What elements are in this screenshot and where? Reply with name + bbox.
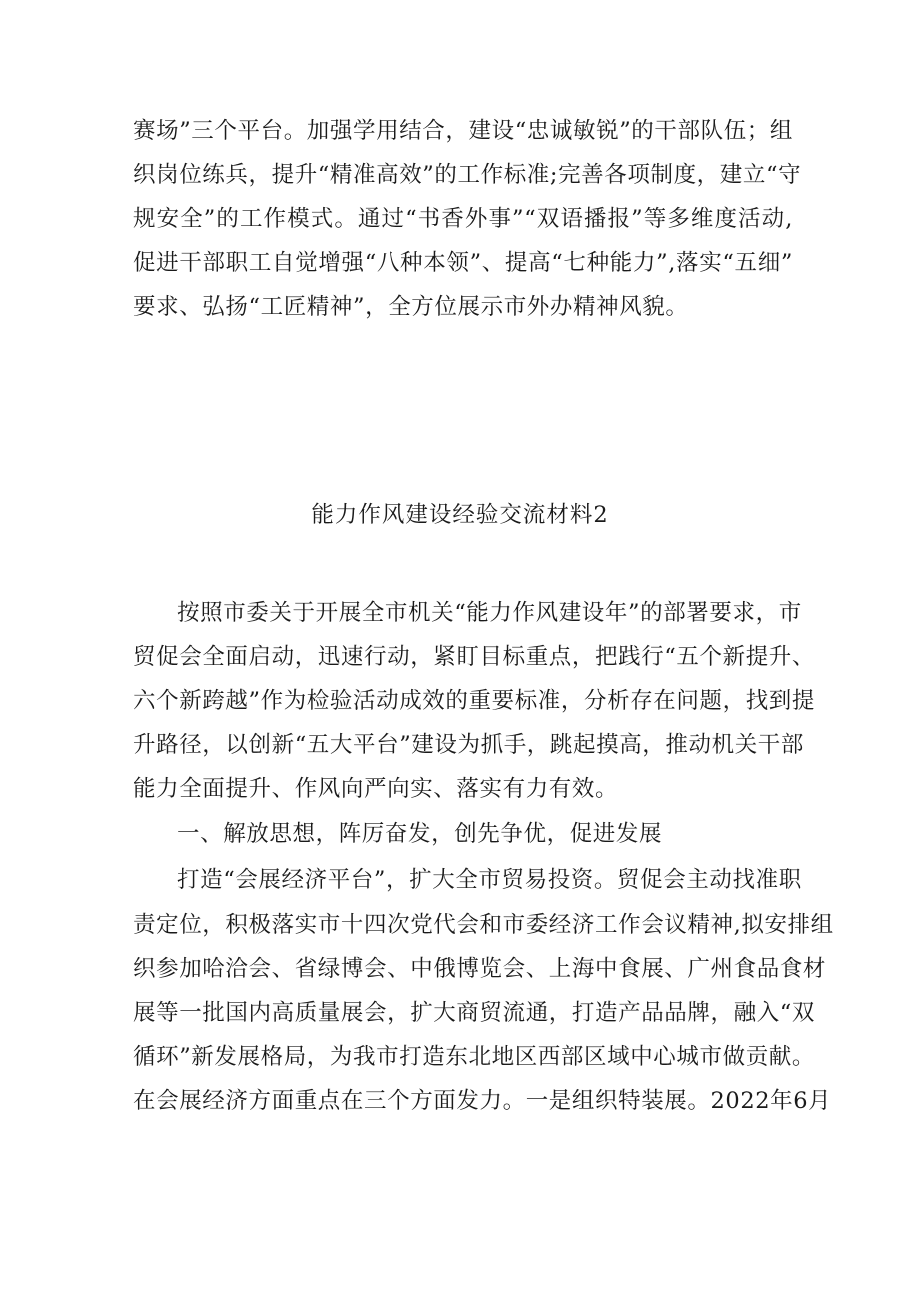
text-line: 六个新跨越”作为检验活动成效的重要标准，分析存在问题，找到提 (133, 688, 816, 714)
text-line: 赛场”三个平台。加强学用结合，建设“忠诚敏锐”的干部队伍；组 (133, 118, 794, 144)
text-line: 规安全”的工作模式。通过“书香外事”“双语播报”等多维度活动, (133, 206, 793, 232)
text-line: 在会展经济方面重点在三个方面发力。一是组织特装展。2022年6月 (133, 1088, 832, 1114)
text-line: 打造“会展经济平台”，扩大全市贸易投资。贸促会主动找准职 (177, 867, 802, 893)
text-line: 能力全面提升、作风向严向实、落实有力有效。 (133, 776, 619, 802)
text-line: 升路径，以创新“五大平台”建设为抓手，跳起摸高，推动机关干部 (133, 732, 805, 758)
text-line: 展等一批国内高质量展会，扩大商贸流通，打造产品品牌，融入“双 (133, 1000, 816, 1026)
text-line: 按照市委关于开展全市机关“能力作风建设年”的部署要求，市 (177, 600, 802, 626)
section-heading: 一、解放思想，阵厉奋发，创先争优，促进发展 (177, 821, 663, 847)
text-line: 促进干部职工自觉增强“八种本领”、提高“七种能力”,落实“五细” (133, 250, 793, 276)
text-line: 要求、弘扬“工匠精神”，全方位展示市外办精神风貌。 (133, 294, 689, 320)
text-line: 织参加哈洽会、省绿博会、中俄博览会、上海中食展、广州食品食材 (133, 956, 827, 982)
section-title: 能力作风建设经验交流材料2 (311, 502, 609, 528)
text-line: 责定位，积极落实市十四次党代会和市委经济工作会议精神,拟安排组 (133, 912, 834, 938)
text-line: 贸促会全面启动，迅速行动，紧盯目标重点，把践行“五个新提升、 (133, 644, 816, 670)
text-line: 织岗位练兵，提升“精准高效”的工作标准;完善各项制度，建立“守 (133, 162, 802, 188)
text-line: 循环”新发展格局，为我市打造东北地区西部区域中心城市做贡献。 (133, 1044, 816, 1070)
